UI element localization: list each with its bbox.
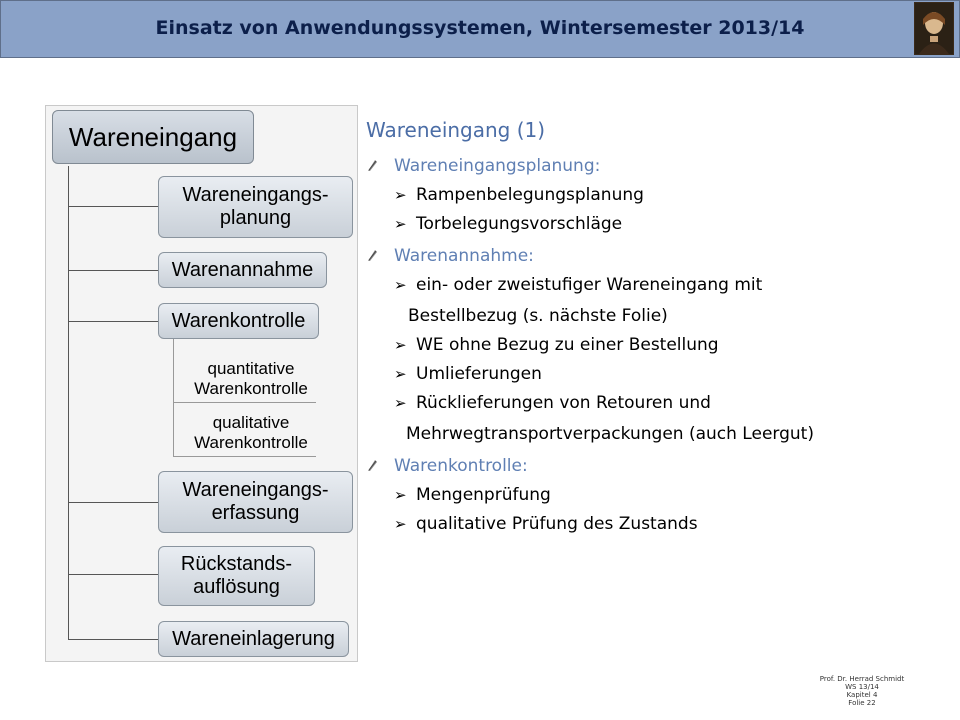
arrow-bullet-icon: ➢: [394, 365, 407, 383]
feather-bullet-icon: [366, 158, 378, 172]
list-item: ➢ Rampenbelegungsplanung: [366, 181, 946, 210]
diagram-node-warenannahme: Warenannahme: [158, 252, 327, 288]
list-item: ➢ Rücklieferungen von Retouren und Mehrwegtransportverpackungen (auch Leergut): [366, 389, 946, 449]
arrow-bullet-icon: ➢: [394, 336, 407, 354]
arrow-bullet-icon: ➢: [394, 186, 407, 204]
arrow-bullet-icon: ➢: [394, 486, 407, 504]
slide-footer: Prof. Dr. Herrad Schmidt WS 13/14 Kapitel 4 Folie 22: [819, 675, 905, 707]
process-diagram: [45, 105, 358, 662]
arrow-bullet-icon: ➢: [394, 515, 407, 533]
arrow-bullet-icon: ➢: [394, 215, 407, 233]
slide-title: Wareneingang (1): [366, 118, 546, 142]
slide-content: [366, 152, 946, 539]
section-heading: Wareneingangsplanung:: [366, 152, 946, 181]
diagram-node-warenkontrolle: Warenkontrolle: [158, 303, 319, 339]
list-item: ➢ Mengenprüfung: [366, 481, 946, 510]
diagram-node-rueckstandsaufloesung: Rückstands- auflösung: [158, 546, 315, 606]
feather-bullet-icon: [366, 248, 378, 262]
feather-bullet-icon: [366, 458, 378, 472]
diagram-subitem-qualitative: qualitative Warenkontrolle: [194, 413, 308, 452]
list-item: ➢ Umlieferungen: [366, 360, 946, 389]
diagram-node-wareneingangserfassung: Wareneingangs- erfassung: [158, 471, 353, 533]
list-item: ➢ qualitative Prüfung des Zustands: [366, 510, 946, 539]
section-heading: Warenannahme:: [366, 242, 946, 271]
diagram-node-wareneingangsplanung: Wareneingangs- planung: [158, 176, 353, 238]
arrow-bullet-icon: ➢: [394, 276, 407, 294]
diagram-node-wareneinlagerung: Wareneinlagerung: [158, 621, 349, 657]
list-item: ➢ Torbelegungsvorschläge: [366, 210, 946, 239]
portrait-icon: [914, 2, 954, 55]
diagram-root-wareneingang: Wareneingang: [52, 110, 254, 164]
presentation-title: Einsatz von Anwendungssystemen, Wintersemester 2013/14: [155, 17, 805, 39]
list-item: ➢ WE ohne Bezug zu einer Bestellung: [366, 331, 946, 360]
section-heading: Warenkontrolle:: [366, 452, 946, 481]
list-item: ➢ ein- oder zweistufiger Wareneingang mit Bestellbezug (s. nächste Folie): [366, 271, 946, 331]
arrow-bullet-icon: ➢: [394, 394, 407, 412]
diagram-subitem-quantitative: quantitative Warenkontrolle: [194, 359, 308, 398]
